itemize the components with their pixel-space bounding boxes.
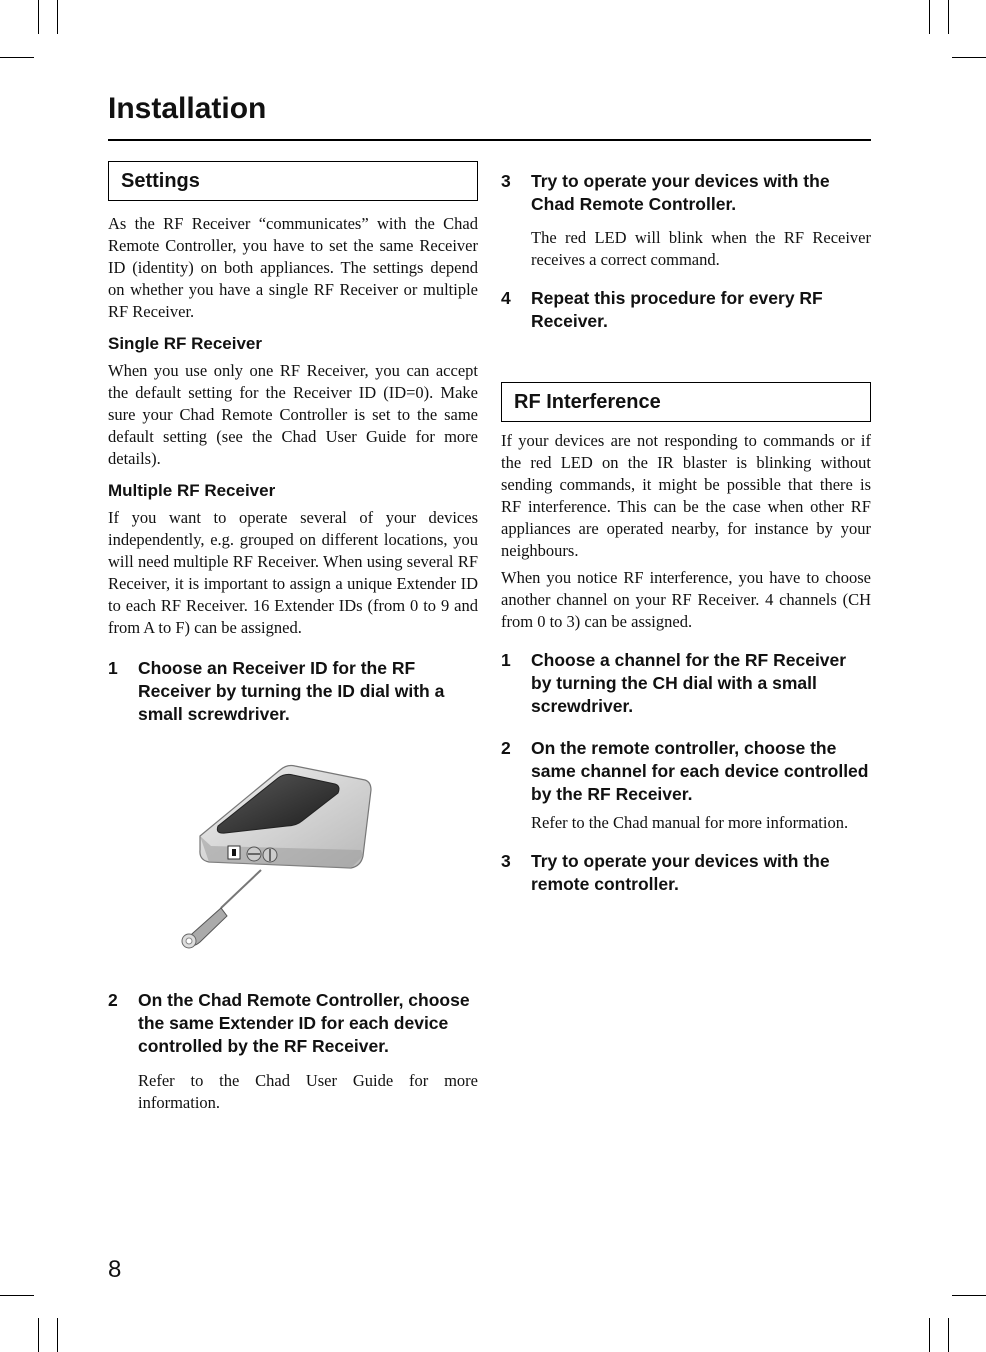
crop-mark [948,1318,949,1352]
step-number: 2 [108,990,118,1010]
left-step-2 [108,989,478,1114]
multiple-receiver-heading: Multiple RF Receiver [108,481,276,500]
crop-mark [57,0,58,34]
step-text: Repeat this procedure for every RF Receiver. [531,288,823,331]
step-number: 1 [501,650,511,670]
crop-mark [57,1318,58,1352]
step-text: On the Chad Remote Controller, choose the same Extender ID for each device controlled by the RF Receiver. [138,990,470,1056]
page-number: 8 [108,1256,122,1283]
crop-mark [0,1295,34,1296]
crop-mark [929,1318,930,1352]
rf-receiver-screwdriver-illustration [175,758,380,953]
list-item [501,737,871,834]
list-item [108,989,478,1114]
page-title: Installation [108,92,267,125]
step-number: 3 [501,171,511,191]
single-receiver-heading: Single RF Receiver [108,334,263,353]
step-text: Choose an Receiver ID for the RF Receiver by turning the ID dial with a small screwdriver. [138,658,445,724]
crop-mark [38,0,39,34]
list-item [501,170,871,271]
crop-mark [952,57,986,58]
crop-mark [948,0,949,34]
title-rule [108,139,871,141]
multiple-receiver-text: If you want to operate several of your devices independently, e.g. grouped on different locations, you will need multiple RF Receiver. When using several RF Receiver, it is important to assign a unique Extender ID to each RF Receiver. 16 Extender IDs (from 0 to 9 and from A to F) can be assigned. [108,508,478,637]
rf-interference-heading: RF Interference [501,382,871,422]
crop-mark [952,1295,986,1296]
step-text: Try to operate your devices with the Chad Remote Controller. [531,171,830,214]
right-column [501,170,871,896]
step-number: 4 [501,288,511,308]
crop-mark [38,1318,39,1352]
step-number: 3 [501,851,511,871]
step-text: Choose a channel for the RF Receiver by turning the CH dial with a small screwdriver. [531,650,847,716]
step-number: 1 [108,658,118,678]
step-note: Refer to the Chad manual for more information. [531,813,849,832]
left-column [108,161,478,726]
interference-paragraph: When you notice RF interference, you have to choose another channel on your RF Receiver. 4 channels (CH from 0 to 3) can be assigned. [501,568,871,631]
step-text: On the remote controller, choose the same channel for each device controlled by the RF Receiver. [531,738,869,804]
step-number: 2 [501,738,511,758]
crop-mark [929,0,930,34]
list-item [501,649,871,718]
settings-intro: As the RF Receiver “communicates” with the Chad Remote Controller, you have to set the same Receiver ID (identity) on both appliances. The settings depend on whether you have a single RF Receiver or multiple RF Receiver. [108,214,478,321]
interference-paragraph: If your devices are not responding to commands or if the red LED on the IR blaster is blinking without sending commands, it might be possible that there is RF interference. This can be the case when other RF appliances are operated nearby, for instance by your neighbours. [501,431,871,560]
single-receiver-text: When you use only one RF Receiver, you can accept the default setting for the Receiver ID (ID=0). Make sure your Chad Remote Controller is set to the same default setting (see the Chad User Guide for more details). [108,361,478,468]
list-item [108,657,478,726]
list-item [501,850,871,896]
step-text: Try to operate your devices with the remote controller. [531,851,830,894]
list-item [501,287,871,333]
crop-mark [0,57,34,58]
step-note: The red LED will blink when the RF Receiver receives a correct command. [531,228,871,269]
settings-heading: Settings [108,161,478,201]
step-note: Refer to the Chad User Guide for more information. [138,1071,478,1112]
